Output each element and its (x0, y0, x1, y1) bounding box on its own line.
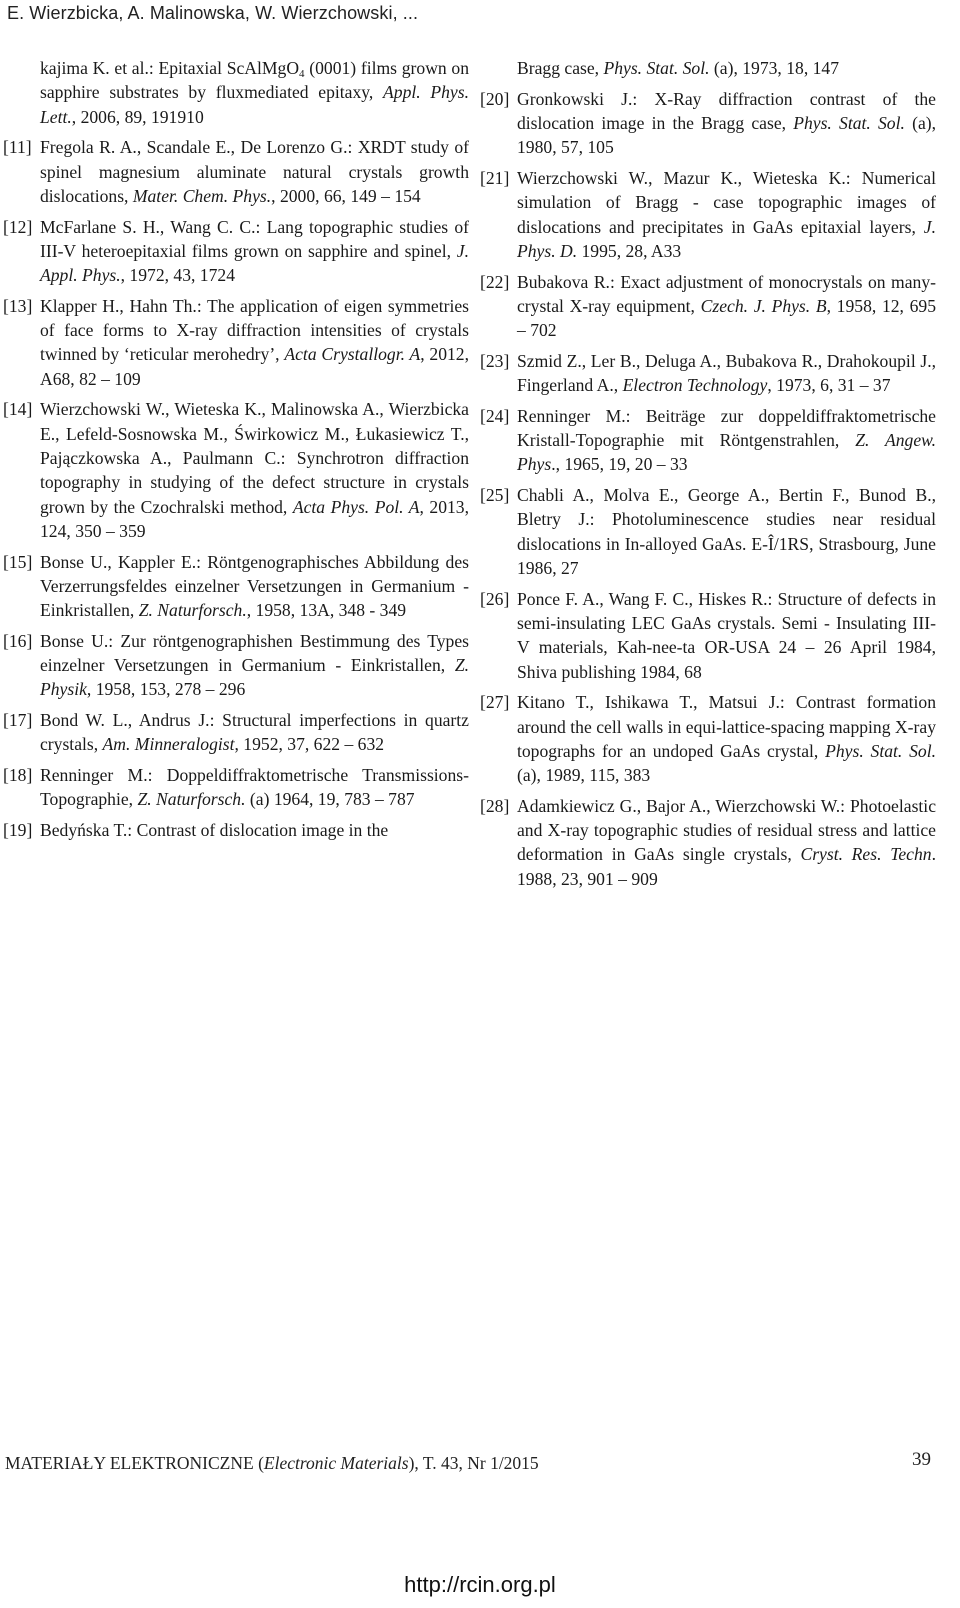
reference-text: , 1952, 37, 622 – 632 (234, 734, 385, 755)
reference-journal: J. Appl. Phys. (40, 240, 469, 286)
reference-entry (480, 794, 936, 891)
reference-journal: Z. Naturforsch. (137, 789, 246, 810)
reference-journal: Cryst. Res. Techn (800, 844, 932, 865)
reference-journal: Phys. Stat. Sol. (603, 58, 710, 78)
reference-text: Klapper H., Hahn Th.: The application of eigen symmetries of face forms to X-ray diffraction intensities of crystals twinned by ‘reticular merohedry’, (40, 295, 469, 365)
reference-text: , 1958, 13A, 348 - 349 (246, 600, 407, 621)
reference-number: [17] (3, 710, 33, 731)
reference-number: [21] (480, 167, 510, 188)
reference-text: McFarlane S. H., Wang C. C.: Lang topographic studies of III-V heteroepitaxial films grown on sapphire and spinel, (40, 216, 469, 261)
journal-volume: ), T. 43, Nr 1/2015 (408, 1453, 539, 1473)
reference-entry (3, 708, 469, 757)
reference-entry (3, 550, 469, 623)
journal-name-prefix: MATERIAŁY ELEKTRONICZNE ( (5, 1453, 264, 1473)
reference-entry (3, 818, 469, 842)
reference-number: [14] (3, 399, 33, 420)
reference-text: Renninger M.: Beiträge zur doppeldiffraktometrische Kristall-Topographie mit Röntgenstrahlen, (517, 405, 936, 451)
reference-text: , 2013, 124, 350 – 359 (40, 496, 470, 541)
reference-journal: Phys. Stat. Sol. (793, 112, 905, 133)
reference-text: (0001) films grown on sapphire substrates by fluxmediated epitaxy, (40, 58, 469, 103)
page-footer (5, 1449, 931, 1474)
reference-journal: Czech. J. Phys. B (700, 295, 827, 316)
reference-text: (a), 1973, 18, 147 (709, 58, 840, 78)
reference-text: . 1988, 23, 901 – 909 (517, 844, 936, 889)
reference-text: ., 1965, 19, 20 – 33 (551, 454, 688, 475)
references-left-column (3, 56, 469, 849)
reference-number: [27] (480, 692, 510, 713)
reference-entry (480, 349, 936, 398)
source-url: http://rcin.org.pl (404, 1572, 556, 1597)
reference-entry (480, 483, 936, 580)
reference-entry (3, 629, 469, 702)
reference-text: (a) 1964, 19, 783 – 787 (245, 789, 415, 810)
reference-text: Wierzchowski W., Mazur K., Wieteska K.: Numerical simulation of Bragg - case topographic images of dislocations and precipitates in GaAs epitaxial layers, (517, 167, 936, 237)
reference-text: Bedyńska T.: Contrast of dislocation image in the (40, 820, 389, 841)
page-number: 39 (912, 1449, 931, 1470)
reference-entry (480, 87, 936, 160)
reference-text: , 1958, 12, 695 – 702 (517, 295, 937, 341)
reference-entry (3, 135, 469, 208)
reference-journal: Z. Physik (40, 655, 469, 700)
reference-text: (a), 1989, 115, 383 (517, 765, 651, 786)
reference-number: [26] (480, 588, 510, 609)
reference-journal: J. Phys. D. (517, 216, 936, 261)
reference-text: , 1972, 43, 1724 (120, 265, 235, 286)
reference-entry (3, 397, 469, 543)
reference-text: 4 (299, 68, 305, 80)
reference-entry (3, 763, 469, 812)
reference-journal: Am. Minneralogist (102, 734, 235, 755)
reference-number: [12] (3, 216, 33, 237)
reference-text: (a), 1980, 57, 105 (517, 112, 937, 158)
reference-text: , 1958, 153, 278 – 296 (86, 679, 246, 700)
reference-entry (480, 270, 936, 343)
reference-number: [28] (480, 795, 510, 816)
reference-journal: Acta Crystallogr. A (284, 344, 421, 365)
reference-number: [16] (3, 630, 33, 651)
reference-number: [20] (480, 88, 510, 109)
reference-entry (480, 404, 936, 477)
reference-entry (3, 215, 469, 288)
reference-text: Renninger M.: Doppeldiffraktometrische Transmissions-Topographie, (40, 765, 469, 810)
reference-text: Wierzchowski W., Wieteska K., Malinowska A., Wierzbicka E., Lefeld-Sosnowska M., Świrkowicz M., Łukasiewicz T., Pajączkowska A., Paulmann C.: Synchrotron diffraction topography in studying of the defect structure in crystals grown by the Czochralski method, (40, 399, 469, 517)
reference-text: Bond W. L., Andrus J.: Structural imperfections in quartz crystals, (40, 710, 469, 755)
reference-journal: Electron Technology (622, 375, 768, 396)
running-head: E. Wierzbicka, A. Malinowska, W. Wierzchowski, ... (7, 3, 419, 23)
reference-journal: Z. Angew. Phys (517, 430, 936, 475)
reference-text: Chabli A., Molva E., George A., Bertin F., Bunod B., Bletry J.: Photoluminescence studies near residual dislocations in In-alloyed GaAs. E-Î/1RS, Strasbourg, June 1986, 27 (517, 485, 936, 578)
reference-text: , 2006, 89, 191910 (71, 106, 204, 127)
reference-number: [25] (480, 485, 510, 506)
reference-entry (480, 690, 936, 787)
reference-journal: Mater. Chem. Phys. (132, 185, 272, 206)
reference-text: , 2000, 66, 149 – 154 (271, 185, 421, 206)
reference-number: [22] (480, 271, 510, 292)
reference-journal: Appl. Phys. Lett. (40, 82, 469, 127)
reference-entry (480, 166, 936, 263)
journal-name-english: Electronic Materials (263, 1453, 409, 1473)
reference-number: [24] (480, 405, 510, 426)
reference-entry (480, 587, 936, 684)
reference-continuation (480, 56, 936, 80)
reference-text: , 1973, 6, 31 – 37 (767, 375, 891, 396)
reference-text: 1995, 28, A33 (577, 240, 682, 261)
reference-text: Adamkiewicz G., Bajor A., Wierzchowski W.: Photoelastic and X-ray topographic studies of residual stress and lattice deformation in GaAs single crystals, (517, 795, 936, 865)
reference-text: Bubakova R.: Exact adjustment of monocrystals on many-crystal X-ray equipment, (517, 271, 936, 316)
reference-number: [15] (3, 551, 33, 572)
reference-text: Bonse U.: Zur röntgenographishen Bestimmung des Types einzelner Versetzungen in Germanium - Einkristallen, (40, 630, 469, 676)
reference-number: [23] (480, 350, 510, 371)
reference-continuation (3, 56, 469, 129)
reference-number: [19] (3, 820, 33, 841)
references-right-column (480, 56, 936, 897)
reference-text: Ponce F. A., Wang F. C., Hiskes R.: Structure of defects in semi-insulating LEC GaAs crystals. Semi - Insulating III-V materials, Kah-nee-ta OR-USA 24 – 26 April 1984, Shiva publishing 1984, 68 (517, 588, 936, 682)
reference-entry (3, 294, 469, 391)
reference-text: , 2012, A68, 82 – 109 (40, 344, 469, 389)
reference-text: Szmid Z., Ler B., Deluga A., Bubakova R., Drahokoupil J., Fingerland A., (517, 350, 936, 396)
reference-number: [18] (3, 765, 33, 786)
reference-number: [11] (3, 137, 32, 158)
reference-text: Gronkowski J.: X-Ray diffraction contrast of the dislocation image in the Bragg case, (517, 88, 936, 133)
reference-number: [13] (3, 295, 33, 316)
reference-text: kajima K. et al.: Epitaxial ScAlMgO (40, 58, 300, 78)
reference-text: Bragg case, (517, 58, 604, 78)
reference-text: Fregola R. A., Scandale E., De Lorenzo G.: XRDT study of spinel magnesium aluminate natural crystals growth dislocations, (40, 137, 469, 206)
reference-text: Bonse U., Kappler E.: Röntgenographisches Abbildung des Verzerrungsfeldes einzelner Versetzungen in Germanium - Einkristallen, (40, 551, 469, 621)
reference-journal: Acta Phys. Pol. A (292, 496, 420, 517)
reference-journal: Phys. Stat. Sol. (825, 740, 936, 761)
reference-journal: Z. Naturforsch. (138, 600, 247, 621)
reference-text: Kitano T., Ishikawa T., Matsui J.: Contrast formation around the cell walls in equi-lattice-spacing mapping X-ray topographs for an undoped GaAs crystal, (517, 692, 936, 761)
